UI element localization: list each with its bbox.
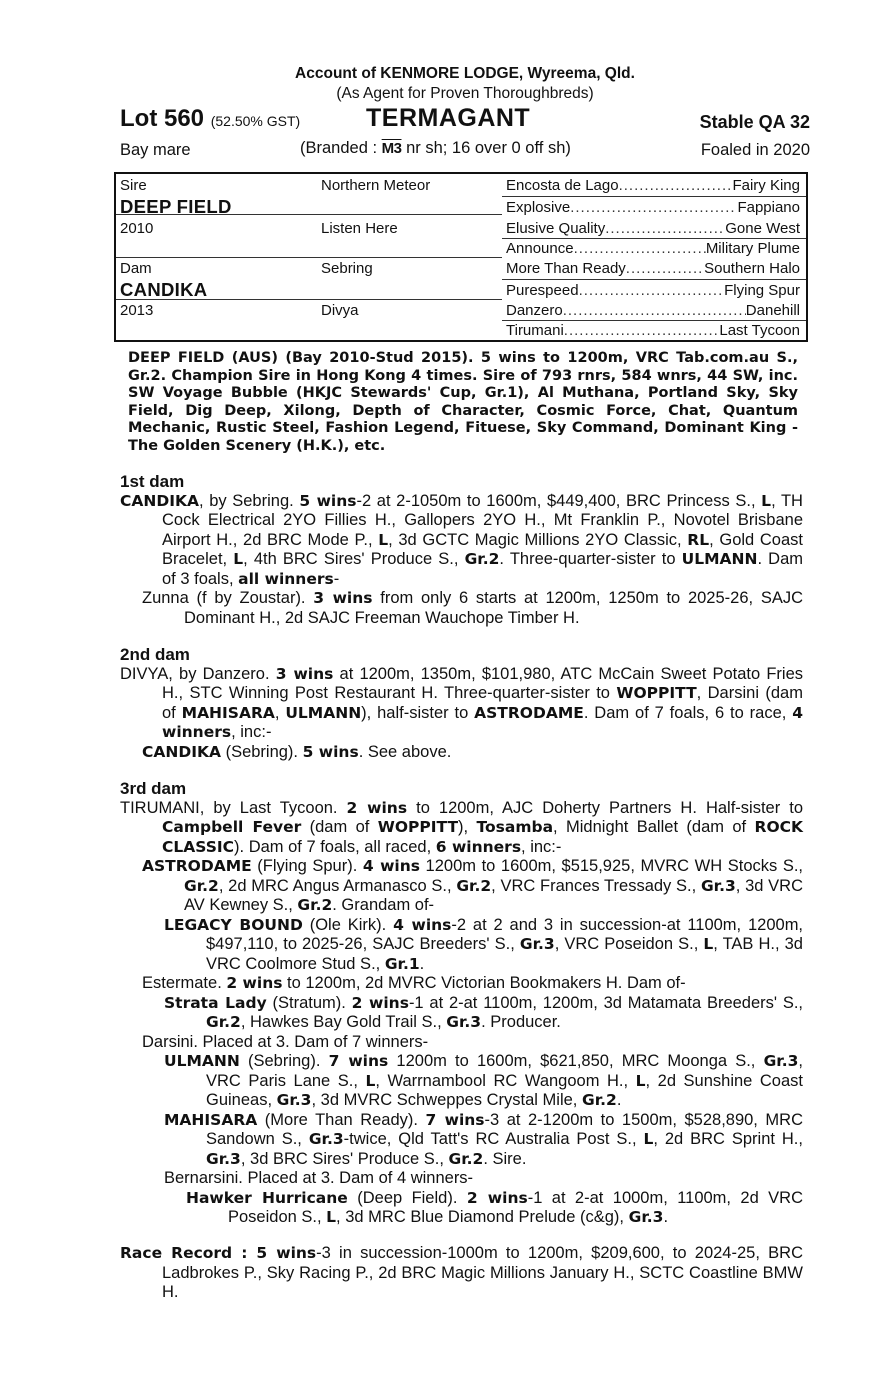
text: (Ole Kirk).: [302, 915, 394, 934]
bold-text: L: [761, 491, 772, 510]
text: ,: [274, 703, 286, 722]
leader-dots: [619, 177, 733, 194]
text: -3 at 2-1200m to 1500m, $528,890, MRC Sandown S.,: [206, 1110, 803, 1148]
g3-dam: Danehill: [745, 302, 800, 319]
text: . See above.: [358, 742, 452, 761]
text: ), half-sister to: [361, 703, 475, 722]
bold-text: 5 wins: [302, 742, 359, 761]
bold-text: L: [326, 1208, 337, 1226]
progeny-entry: [120, 857, 803, 916]
race-record: [120, 1244, 803, 1303]
text: , 3d GCTC Magic Millions 2YO Classic,: [388, 530, 688, 549]
dam-label: Dam: [120, 260, 152, 277]
bold-text: all winners: [238, 569, 334, 588]
bold-text: CANDIKA: [142, 742, 221, 761]
progeny-entry: [120, 1169, 803, 1189]
text: -twice, Qld Tatt's RC Australia Post S.,: [343, 1130, 644, 1148]
text: 1200m to 1600m, $621,850, MRC Moonga S.,: [388, 1052, 764, 1070]
bold-text: Campbell Fever: [162, 818, 302, 836]
vendor-agent: (As Agent for Proven Thoroughbreds): [336, 85, 594, 102]
bold-text: 4 wins: [362, 857, 420, 875]
bold-text: Gr.3: [206, 1149, 241, 1168]
bold-text: 3 wins: [313, 589, 373, 607]
leader-dots: [563, 302, 746, 319]
text: , 3d VRC AV Kewney S.,: [184, 876, 804, 914]
leader-dots: [605, 220, 725, 237]
bold-text: Race Record : 5 wins: [120, 1244, 317, 1262]
bold-text: ROCK CLASSIC: [162, 818, 804, 856]
text: Bernarsini. Placed at 3. Dam of 4 winners-: [164, 1169, 474, 1187]
bold-text: Gr.3: [519, 935, 555, 953]
text: , VRC Frances Tressady S.,: [491, 876, 701, 895]
g3-dam: Flying Spur: [724, 282, 800, 299]
text: (Stratum).: [266, 993, 352, 1012]
g3-row: [506, 177, 800, 194]
vendor-account: Account of KENMORE LODGE, Wyreema, Qld.: [295, 65, 635, 82]
race-record-text: [120, 1244, 803, 1303]
stable-number: Stable QA 32: [699, 112, 810, 132]
progeny-entry: [120, 916, 803, 975]
bold-text: Gr.2: [456, 876, 492, 895]
text: DIVYA, by Danzero.: [120, 664, 276, 683]
horse-description: Bay mare: [120, 141, 191, 159]
text: 1200m to 1600m, $515,925, MVRC WH Stocks S.,: [419, 857, 803, 875]
bold-text: Gr.2: [448, 1149, 484, 1168]
brand-mark-icon: M3: [381, 140, 402, 157]
sire-dam: Listen Here: [321, 220, 398, 237]
text: Darsini. Placed at 3. Dam of 7 winners-: [142, 1032, 429, 1051]
bold-text: ULMANN: [681, 550, 758, 568]
dam-year: 2013: [120, 302, 154, 319]
text: (dam of: [301, 818, 378, 836]
bold-text: Strata Lady: [164, 993, 267, 1012]
bold-text: L: [233, 550, 244, 568]
g3-sire: Announce: [506, 240, 574, 257]
text: .: [419, 954, 425, 973]
bold-text: Gr.2: [464, 550, 500, 568]
dam-record: [120, 665, 803, 743]
brand-info: [300, 139, 571, 158]
lot-label: Lot 560: [120, 105, 205, 132]
brand-suffix: nr sh; 16 over 0 off sh): [406, 139, 571, 157]
foaled-year: Foaled in 2020: [700, 141, 810, 159]
second-dam-section: [120, 645, 803, 762]
bold-text: 7 wins: [328, 1052, 389, 1070]
g3-row: [506, 240, 800, 257]
g3-sire: Tirumani: [506, 322, 564, 339]
bold-text: WOPPITT: [377, 818, 459, 836]
text: -1 at 2-at 1100m, 1200m, 3d Matamata Breeders' S.,: [408, 993, 804, 1012]
text: at 1200m, 1350m, $101,980, ATC McCain Sweet Potato Fries H., STC Winning Post Restaurant H. Three-quarter-sister to: [162, 664, 804, 702]
bold-text: RL: [687, 530, 710, 549]
bold-text: 7 wins: [425, 1110, 485, 1129]
bold-text: Gr.3: [628, 1208, 664, 1226]
bold-text: Gr.2: [206, 1013, 241, 1031]
leader-dots: [564, 322, 720, 339]
text: Estermate.: [142, 974, 227, 992]
divider: [116, 257, 502, 258]
bold-text: LEGACY BOUND: [164, 915, 303, 934]
dam-sire: Sebring: [321, 260, 373, 277]
progeny-entry: [120, 743, 803, 763]
leader-dots: [574, 240, 706, 257]
text: . Producer.: [481, 1013, 561, 1031]
progeny-entry: [120, 1189, 803, 1228]
g3-sire: Explosive: [506, 199, 571, 216]
g3-sire: Purespeed: [506, 282, 579, 299]
bold-text: 2 wins: [466, 1188, 528, 1207]
g3-dam: Last Tycoon: [719, 322, 800, 339]
bold-text: ASTRODAME: [474, 703, 584, 722]
g3-row: [506, 220, 800, 237]
leader-dots: [626, 260, 704, 277]
text: , 2d Sunshine Coast Guineas,: [206, 1071, 803, 1109]
text: , Midnight Ballet (dam of: [553, 818, 755, 836]
text: , Darsini (dam of: [162, 684, 803, 722]
text: ). Dam of 7 foals, all raced,: [234, 837, 436, 856]
text: -2 at 2-1050m to 1600m, $449,400, BRC Princess S.,: [356, 491, 762, 510]
bold-text: MAHISARA: [164, 1110, 258, 1129]
text: , 4th BRC Sires' Produce S.,: [243, 550, 465, 568]
progeny-entry: [120, 1111, 803, 1170]
g3-dam: Southern Halo: [704, 260, 800, 277]
text: .: [663, 1208, 669, 1226]
text: ),: [458, 818, 477, 836]
progeny-entry: [120, 1033, 803, 1053]
dam-name: CANDIKA: [120, 279, 208, 300]
lot-number: [120, 105, 300, 133]
text: . Sire.: [483, 1149, 527, 1168]
text: to 1200m, AJC Doherty Partners H. Half-sister to: [407, 798, 804, 817]
text: from only 6 starts at 1200m, 1250m to 2025-26, SAJC Dominant H., 2d SAJC Freeman Wauchope Timber H.: [184, 589, 803, 627]
bold-text: L: [643, 1130, 654, 1148]
bold-text: Tosamba: [476, 818, 554, 836]
text: , 3d MVRC Schweppes Crystal Mile,: [311, 1091, 582, 1109]
text: . Three-quarter-sister to: [499, 550, 682, 568]
text: , by Sebring.: [198, 491, 300, 510]
text: , TAB H., 3d VRC Coolmore Stud S.,: [206, 935, 803, 973]
text: -: [333, 569, 340, 588]
text: , VRC Paris Lane S.,: [206, 1052, 803, 1090]
text: (Sebring).: [220, 742, 303, 761]
text: , 3d MRC Blue Diamond Prelude (c&g),: [336, 1208, 629, 1226]
g3-sire: Elusive Quality: [506, 220, 606, 237]
bold-text: Gr.3: [276, 1091, 312, 1109]
text: (Flying Spur).: [251, 857, 363, 875]
brand-prefix: (Branded :: [300, 139, 378, 157]
g3-dam: Military Plume: [705, 240, 800, 257]
text: Zunna (f by Zoustar).: [142, 589, 314, 607]
text: TIRUMANI, by Last Tycoon.: [120, 798, 347, 817]
text: , inc:-: [231, 723, 272, 741]
text: -2 at 2 and 3 in succession-at 1100m, 1200m, $497,110, to 2025-26, SAJC Breeders' S.,: [206, 915, 804, 953]
divider: [502, 238, 806, 239]
g3-dam: Fairy King: [732, 177, 800, 194]
dam-dam: Divya: [321, 302, 359, 319]
progeny-entry: [120, 1052, 803, 1111]
sire-year: 2010: [120, 220, 154, 237]
bold-text: 6 winners: [435, 837, 522, 856]
bold-text: Hawker Hurricane: [186, 1188, 348, 1207]
dam-record: [120, 799, 803, 858]
bold-text: 4 winners: [162, 703, 803, 741]
bold-text: 3 wins: [275, 664, 334, 683]
bold-text: L: [703, 935, 714, 953]
divider: [116, 214, 502, 215]
gst-note: (52.50% GST): [210, 113, 301, 129]
text: -3 in succession-1000m to 1200m, $209,600, to 2024-25, BRC Ladbrokes P., Sky Racing P., 2d BRC Magic Millions January H., SCTC Coastline BMW H.: [162, 1244, 803, 1301]
third-dam-section: [120, 779, 803, 1228]
bold-text: Gr.1: [384, 954, 420, 973]
g3-row: [506, 322, 800, 339]
bold-text: 2 wins: [226, 974, 283, 992]
g3-row: [506, 302, 800, 319]
bold-text: L: [635, 1071, 646, 1090]
bold-text: Gr.3: [700, 876, 736, 895]
divider: [502, 196, 806, 197]
divider: [502, 320, 806, 321]
section-heading: 3rd dam: [120, 779, 187, 798]
sire-sire: Northern Meteor: [321, 177, 431, 194]
bold-text: Gr.2: [297, 896, 333, 914]
progeny-entry: [120, 994, 803, 1033]
bold-text: Gr.2: [184, 876, 219, 895]
bold-text: ASTRODAME: [142, 857, 252, 875]
bold-text: Gr.3: [446, 1013, 482, 1031]
text: , 2d BRC Sprint H.,: [653, 1130, 803, 1148]
bold-text: WOPPITT: [616, 684, 697, 702]
divider: [502, 279, 806, 280]
text: , TH Cock Electrical 2YO Fillies H., Gallopers 2YO H., Mt Franklin P., Novotel Brisbane Airport H., 2d BRC Mode P.,: [162, 491, 803, 549]
bold-text: L: [378, 530, 389, 549]
first-dam-section: [120, 472, 803, 628]
g3-sire: Encosta de Lago: [506, 177, 619, 194]
sire-name: DEEP FIELD: [120, 196, 232, 217]
text: . Grandam of-: [332, 896, 435, 914]
section-heading: 1st dam: [120, 472, 185, 491]
g3-dam: Gone West: [725, 220, 800, 237]
progeny-entry: [120, 589, 803, 628]
text: (Sebring).: [239, 1052, 329, 1070]
pedigree-table: [114, 172, 808, 342]
horse-name: TERMAGANT: [366, 104, 531, 132]
text: , Warrnambool RC Wangoom H.,: [375, 1071, 636, 1090]
section-heading: 2nd dam: [120, 645, 190, 664]
text: -1 at 2-at 1000m, 1100m, 2d VRC Poseidon S.,: [228, 1188, 803, 1226]
bold-text: ULMANN: [164, 1052, 240, 1070]
sire-label: Sire: [120, 177, 147, 194]
text: . Dam of 3 foals,: [162, 550, 803, 588]
text: , inc:-: [521, 837, 562, 856]
text: , 2d MRC Angus Armanasco S.,: [218, 876, 457, 895]
bold-text: ULMANN: [285, 703, 362, 722]
text: .: [616, 1091, 622, 1109]
text: , Gold Coast Bracelet,: [162, 530, 803, 568]
progeny-entry: [120, 974, 803, 994]
text: , VRC Poseidon S.,: [554, 935, 704, 953]
g3-row: [506, 260, 800, 277]
bold-text: Gr.2: [581, 1091, 617, 1109]
leader-dots: [570, 199, 737, 216]
bold-text: Gr.3: [763, 1052, 799, 1070]
g3-sire: Danzero: [506, 302, 563, 319]
bold-text: 4 wins: [393, 915, 452, 934]
bold-text: 2 wins: [346, 798, 408, 817]
text: , 3d BRC Sires' Produce S.,: [240, 1149, 449, 1168]
bold-text: 5 wins: [299, 491, 357, 510]
g3-row: [506, 282, 800, 299]
text: (Deep Field).: [347, 1188, 467, 1207]
text: (More Than Ready).: [257, 1110, 426, 1129]
sire-summary: DEEP FIELD (AUS) (Bay 2010-Stud 2015). 5 wins to 1200m, VRC Tab.com.au S., Gr.2. Champion Sire in Hong Kong 4 times. Sire of 793 rnrs, 584 wnrs, 44 SW, inc. SW Voyage Bubble (HKJC Stewards' Cup, Gr.1), Al Muthana, Portland Sky, Sky Field, Dig Deep, Xilong, Depth of Character, Cosmic Force, Chat, Quantum Mechanic, Rustic Steel, Fashion Legend, Fituese, Sky Command, Dominant King - The Golden Scenery (H.K.), etc.: [128, 350, 798, 454]
g3-row: [506, 199, 800, 216]
leader-dots: [579, 282, 725, 299]
text: . Dam of 7 foals, 6 to race,: [583, 703, 793, 722]
dam-record: [120, 492, 803, 590]
bold-text: 2 wins: [351, 993, 409, 1012]
g3-dam: Fappiano: [737, 199, 800, 216]
bold-text: CANDIKA: [120, 491, 199, 510]
text: , Hawkes Bay Gold Trail S.,: [240, 1013, 447, 1031]
text: to 1200m, 2d MVRC Victorian Bookmakers H. Dam of-: [282, 974, 686, 992]
bold-text: L: [365, 1071, 376, 1090]
bold-text: Gr.3: [308, 1130, 344, 1148]
bold-text: MAHISARA: [181, 703, 275, 722]
g3-sire: More Than Ready: [506, 260, 626, 277]
